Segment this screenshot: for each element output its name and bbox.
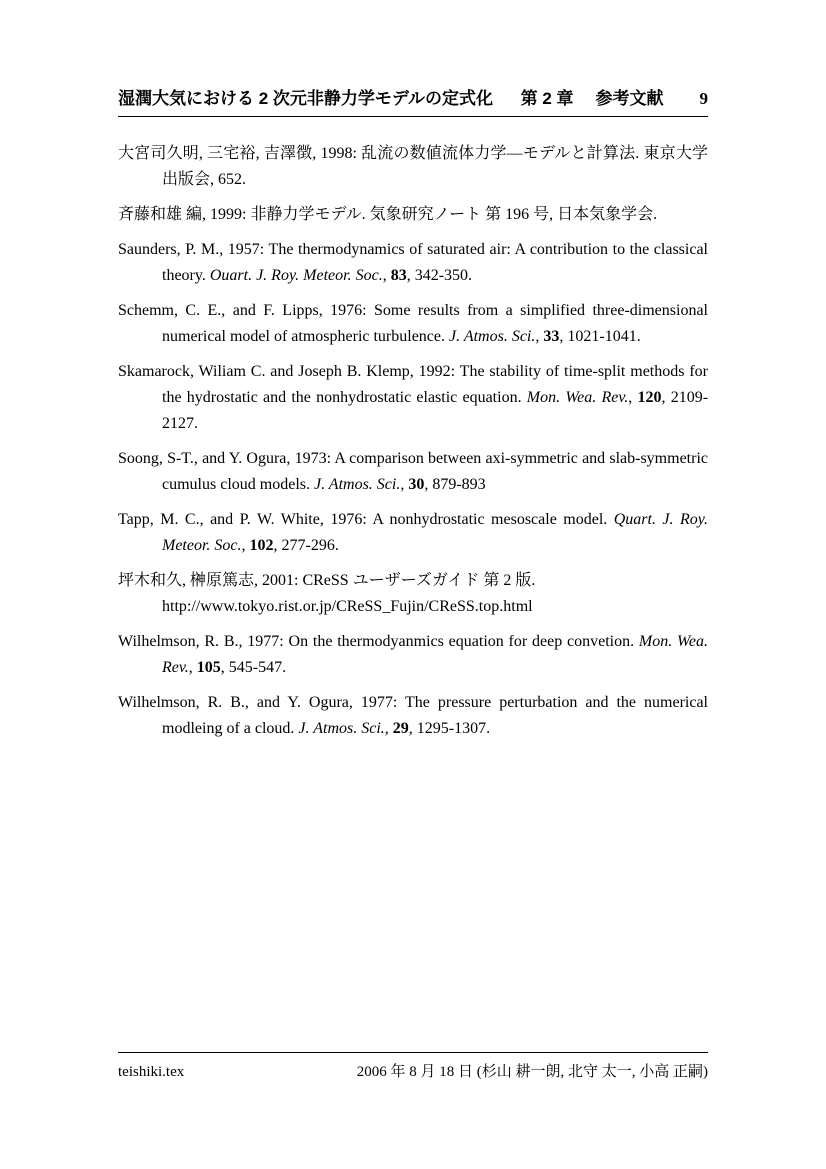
chapter-label: 第 2 章 xyxy=(520,89,574,108)
reference-text: , xyxy=(400,476,409,493)
reference-text: 120 xyxy=(637,389,662,406)
reference-entry xyxy=(118,141,708,193)
reference-text: J. Atmos. Sci. xyxy=(298,720,385,737)
reference-text: 33 xyxy=(543,328,560,345)
reference-url: http://www.tokyo.rist.or.jp/CReSS_Fujin/CReSS.top.html xyxy=(162,598,533,615)
reference-text: , xyxy=(382,267,391,284)
reference-text: , 545-547. xyxy=(220,659,287,676)
reference-text: Soong, S-T., and Y. Ogura, 1973: A comparison between axi-symmetric and slab-symmetric cumulus cloud models. xyxy=(118,450,708,493)
reference-text: , 2109-2127. xyxy=(162,389,709,432)
reference-text: 大宮司久明, 三宅裕, 吉澤徴, 1998: 乱流の数値流体力学—モデルと計算法. 東京大学出版会, 652. xyxy=(118,145,708,188)
reference-text: Mon. Wea. Rev. xyxy=(162,633,708,676)
reference-text: , xyxy=(628,389,638,406)
reference-text: Saunders, P. M., 1957: The thermodynamics of saturated air: A contribution to the classical theory. xyxy=(118,241,708,284)
references-list xyxy=(118,141,708,751)
reference-text: , 1295-1307. xyxy=(408,720,491,737)
reference-entry xyxy=(118,202,708,228)
reference-entry xyxy=(118,237,708,289)
page-footer xyxy=(118,1052,708,1081)
reference-entry xyxy=(118,359,708,437)
reference-text: 29 xyxy=(392,720,409,737)
reference-text: , 1021-1041. xyxy=(559,328,641,345)
reference-text: J. Atmos. Sci. xyxy=(449,328,536,345)
reference-text: 斉藤和雄 編, 1999: 非静力学モデル. 気象研究ノート 第 196 号, 日本気象学会. xyxy=(118,206,658,223)
page-header xyxy=(118,84,708,117)
date-authors: 2006 年 8 月 18 日 (杉山 耕一朗, 北守 太一, 小高 正嗣) xyxy=(356,1064,708,1080)
reference-text: , xyxy=(384,720,393,737)
reference-text: Skamarock, Wiliam C. and Joseph B. Klemp, 1992: The stability of time-split methods for the hydrostatic and the nonhydrostatic elastic equation. xyxy=(118,363,708,406)
reference-text: Wilhelmson, R. B., 1977: On the thermodyanmics equation for deep convetion. xyxy=(118,633,639,650)
reference-text: , xyxy=(535,328,544,345)
running-title: 湿潤大気における 2 次元非静力学モデルの定式化 xyxy=(118,89,494,108)
reference-entry xyxy=(118,298,708,350)
reference-text: 102 xyxy=(249,537,274,554)
reference-entry xyxy=(118,507,708,559)
reference-text: 30 xyxy=(408,476,425,493)
reference-entry xyxy=(118,568,708,620)
reference-text: Mon. Wea. Rev. xyxy=(526,389,629,406)
reference-text: 105 xyxy=(196,659,221,676)
reference-text: , 879-893 xyxy=(424,476,486,493)
page-number: 9 xyxy=(699,89,708,108)
source-filename: teishiki.tex xyxy=(118,1064,185,1080)
reference-text: Ouart. J. Roy. Meteor. Soc. xyxy=(209,267,383,284)
reference-text: 83 xyxy=(390,267,407,284)
reference-text: 坪木和久, 榊原篤志, 2001: CReSS ユーザーズガイド 第 2 版. xyxy=(118,572,536,589)
reference-text: , 342-350. xyxy=(406,267,473,284)
reference-entry xyxy=(118,446,708,498)
section-label: 参考文献 xyxy=(595,89,664,108)
reference-text: Tapp, M. C., and P. W. White, 1976: A nonhydrostatic mesoscale model. xyxy=(118,511,614,528)
reference-text: , xyxy=(241,537,250,554)
reference-entry xyxy=(118,690,708,742)
reference-text: Wilhelmson, R. B., and Y. Ogura, 1977: The pressure perturbation and the numerical modleing of a cloud. xyxy=(118,694,708,737)
reference-text: , xyxy=(188,659,197,676)
reference-text: , 277-296. xyxy=(273,537,339,554)
reference-entry xyxy=(118,629,708,681)
reference-text: Schemm, C. E., and F. Lipps, 1976: Some results from a simplified three-dimensional numerical model of atmospheric turbulence. xyxy=(118,302,708,345)
reference-text: J. Atmos. Sci. xyxy=(313,476,401,493)
reference-text: Quart. J. Roy. Meteor. Soc. xyxy=(162,511,708,554)
